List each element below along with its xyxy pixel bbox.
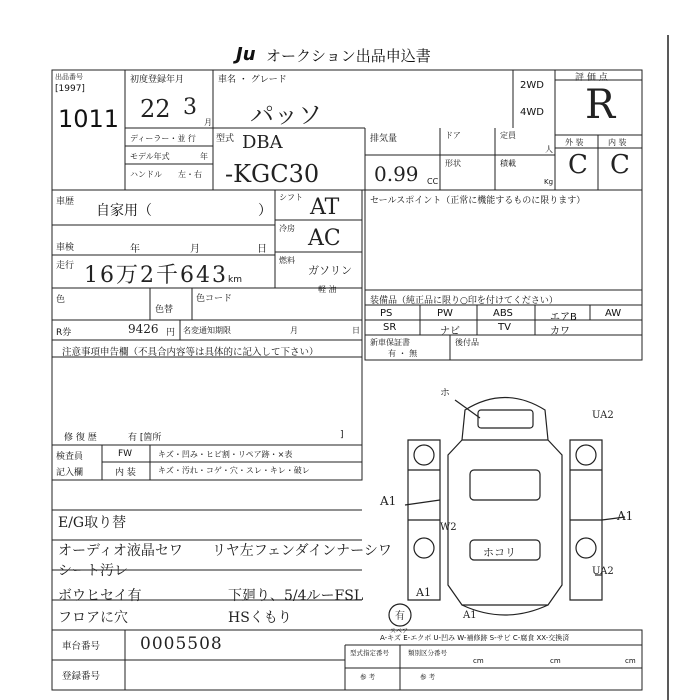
interior-items: キズ・汚れ・コゲ・穴・スレ・キレ・破レ — [158, 466, 310, 475]
warranty-value: 有 ・ 無 — [388, 349, 418, 358]
mileage-value: 16万2千643 — [84, 263, 228, 288]
vehicle-type-value: 自家用（ — [96, 203, 152, 219]
model-year-unit: 年 — [200, 152, 208, 161]
selling-points-label: セールスポイント（正常に機能するものに限ります） — [370, 196, 586, 206]
entry-number: 1011 — [58, 105, 120, 133]
cm-unit-2: cm — [550, 657, 561, 665]
door-label: ドア — [445, 131, 461, 140]
diagram-label-ua2-top: UA2 — [592, 410, 614, 421]
notice-day: 日 — [352, 326, 360, 335]
note-line-4b: 下廻り、5/4ルーFSL — [228, 588, 364, 604]
shape-label: 形状 — [445, 159, 461, 168]
load-label: 積載 — [500, 159, 516, 168]
note-line-2a: オーディオ液晶セワ — [58, 543, 183, 559]
repair-close: ] — [340, 430, 344, 440]
doc-code-2: 類別区分番号 — [408, 649, 447, 657]
displacement-unit: CC — [427, 177, 439, 186]
spare-label: スペア — [390, 628, 409, 635]
form-title: オークション出品申込書 — [266, 47, 431, 65]
dealer-label: ディーラー・並 行 — [130, 134, 196, 143]
notice-month: 月 — [290, 326, 298, 335]
cooling-value: AC — [308, 226, 341, 251]
cm-unit-1: cm — [473, 657, 484, 665]
diagram-label-a1-rear: A1 — [463, 610, 477, 621]
color-label: 色 — [56, 295, 66, 305]
diagram-label-hokori: ホコリ — [483, 546, 516, 559]
equipment-label: 装備品（純正品に限り○印を付けてください） — [370, 296, 558, 306]
capacity-label: 定員 — [500, 131, 516, 140]
equip-tv: TV — [498, 322, 511, 333]
recycle-value: 9426 — [128, 322, 159, 336]
equip-leather: カワ — [550, 326, 570, 337]
equip-pw: PW — [437, 308, 453, 319]
damage-legend: A-キズ E-エクボ U-凹み W-補修跡 S-サビ C-腐食 XX-交換済 — [380, 634, 570, 642]
auction-logo: Ju — [236, 44, 256, 65]
inspection-day: 日 — [257, 244, 267, 255]
exterior-grade: C — [568, 150, 588, 180]
doc-code-1: 型式指定番号 — [350, 649, 389, 657]
handle-label: ハンドル — [130, 170, 162, 179]
displacement-label: 排気量 — [370, 134, 398, 144]
fuel-option: 軽 油 — [318, 285, 337, 294]
repair-value: 有 [箇所 — [128, 433, 162, 443]
load-unit: Kg — [544, 178, 554, 186]
equip-navi: ナビ — [440, 326, 460, 337]
handle-value: 左・右 — [178, 170, 202, 179]
car-name-label: 車名 ・ グレード — [218, 75, 287, 85]
repair-label: 修 復 歴 — [64, 433, 97, 443]
evaluation-label: 評 価 点 — [575, 73, 608, 83]
fuel-value: ガソリン — [308, 264, 352, 277]
shift-value: AT — [310, 195, 340, 220]
diagram-label-ho: ホ — [440, 388, 450, 399]
equip-abs: ABS — [493, 308, 513, 319]
model-value-2: -KGC30 — [225, 160, 320, 188]
note-line-5b: HSくもり — [228, 610, 292, 626]
inspector-label: 検査員 — [56, 452, 84, 462]
vehicle-type-label: 車歴 — [56, 197, 75, 207]
exterior-label: 外 装 — [565, 138, 584, 147]
shift-label: シフト — [279, 193, 303, 202]
model-label: 型式 — [216, 134, 235, 144]
registration-year: 22 — [140, 95, 171, 123]
chassis-number: 0005508 — [140, 634, 223, 654]
color-change-label: 色替 — [155, 305, 174, 315]
registration-number-label: 登録番号 — [62, 671, 101, 682]
notice-label: 名変通知期限 — [183, 326, 231, 335]
model-value-1: DBA — [242, 132, 283, 153]
drive-2wd: 2WD — [520, 80, 544, 91]
car-name-value: パッソ — [250, 101, 322, 129]
interior-label: 内 装 — [608, 138, 627, 147]
registration-month: 3 — [183, 95, 197, 120]
inspection-label: 車検 — [56, 243, 75, 253]
entry-label: 出品番号 — [55, 73, 83, 81]
equip-aw: AW — [605, 308, 622, 319]
inspection-year: 年 — [130, 244, 140, 255]
interior-grade: C — [610, 150, 630, 180]
recycle-label: R券 — [56, 328, 72, 338]
note-line-2b: リヤ左フェンダインナーシワ — [212, 543, 392, 559]
doc-code-3: 参 考 — [360, 673, 376, 681]
cm-unit-3: cm — [625, 657, 636, 665]
cooling-label: 冷房 — [279, 224, 295, 233]
evaluation-score: R — [585, 82, 616, 128]
diagram-label-w2: W2 — [440, 522, 457, 533]
warranty-label: 新車保証書 — [370, 338, 410, 347]
interior-insp-label: 内 装 — [115, 468, 136, 478]
equip-ps: PS — [380, 308, 393, 319]
first-registration-label: 初度登録年月 — [130, 75, 185, 85]
note-line-4a: ボウヒセイ有 — [58, 588, 142, 604]
chassis-label: 車台番号 — [62, 641, 101, 652]
fuel-label: 燃料 — [279, 256, 295, 265]
mileage-label: 走行 — [56, 261, 75, 271]
entry-year: [1997] — [55, 84, 85, 94]
mileage-unit: km — [228, 275, 242, 285]
spare-mark: 有 — [395, 611, 405, 622]
diagram-label-ua2-bottom: UA2 — [592, 566, 614, 577]
drive-4wd: 4WD — [520, 107, 544, 118]
model-year-label: モデル年式 — [130, 152, 170, 161]
doc-code-4: 参 考 — [420, 673, 436, 681]
capacity-unit: 人 — [545, 145, 553, 154]
fw-items: キズ・凹み・ヒビ割・リペア跡・×表 — [158, 450, 293, 459]
diagram-label-a1-left: A1 — [380, 494, 397, 508]
note-line-5a: フロアに穴 — [58, 610, 128, 626]
diagram-label-a1-bottom: A1 — [416, 586, 431, 599]
fw-label: FW — [118, 449, 133, 459]
note-line-3: シート汚レ — [58, 563, 128, 579]
note-line-1: E/G取り替 — [58, 515, 127, 531]
vehicle-type-close: ） — [258, 203, 272, 219]
equip-airbag: エアB — [550, 312, 577, 323]
equip-sr: SR — [383, 322, 397, 333]
month-unit: 月 — [204, 118, 212, 127]
recycle-unit: 円 — [166, 328, 176, 338]
after-market-label: 後付品 — [455, 338, 479, 347]
displacement-value: 0.99 — [374, 162, 419, 186]
inspection-month: 月 — [190, 244, 200, 255]
entry-field-label: 記入欄 — [56, 468, 84, 478]
color-code-label: 色コード — [196, 294, 233, 304]
notes-header: 注意事項申告欄（不具合内容等は具体的に記入して下さい） — [62, 347, 319, 358]
diagram-label-a1-right: A1 — [617, 509, 634, 523]
